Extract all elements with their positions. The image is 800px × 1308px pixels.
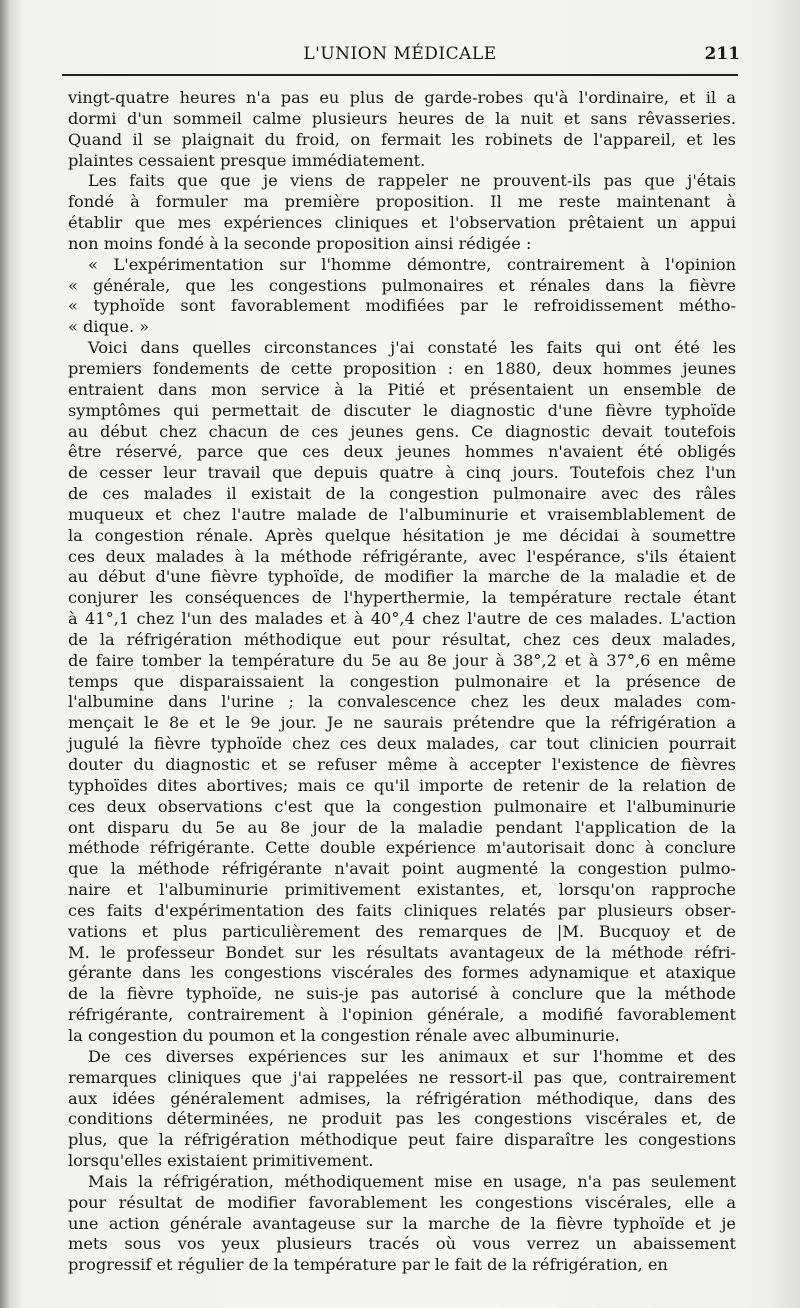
paragraph <box>68 1047 736 1172</box>
text-line: au début chez chacun de ces jeunes gens. Ce diagnostic devait toutefois <box>68 421 736 441</box>
text-line: lorsqu'elles existaient primitivement. <box>68 1151 374 1171</box>
page-number: 211 <box>704 44 740 64</box>
paragraph <box>68 338 736 1047</box>
text-line: typhoïdes dites abortives; mais ce qu'il importe de retenir de la relation de <box>68 775 736 795</box>
text-line: pour résultat de modifier favorablement les congestions viscérales, elle a <box>68 1192 736 1212</box>
text-line: vingt-quatre heures n'a pas eu plus de garde-robes qu'à l'ordinaire, et il a <box>68 88 736 107</box>
text-line: de faire tomber la température du 5e au 8e jour à 38°,2 et à 37°,6 en même <box>68 650 736 670</box>
text-line: Quand il se plaignait du froid, on fermait les robinets de l'appareil, et les <box>68 129 736 149</box>
text-line: gérante dans les congestions viscérales des formes adynamique et ataxique <box>68 963 736 983</box>
body-text <box>68 88 736 1276</box>
text-line: que la méthode réfrigérante n'avait point augmenté la congestion pulmo- <box>68 859 736 879</box>
text-line: symptômes qui permettait de discuter le diagnostic d'une fièvre typhoïde <box>68 400 736 420</box>
text-line: établir que mes expériences cliniques et l'observation prêtaient un appui <box>68 213 736 233</box>
text-line: muqueux et chez l'autre malade de l'albuminurie et vraisemblablement de <box>68 504 736 524</box>
text-line: mençait le 8e et le 9e jour. Je ne saurais prétendre que la réfrigération a <box>68 713 736 733</box>
text-line: de la réfrigération méthodique eut pour résultat, chez ces deux malades, <box>68 629 736 649</box>
text-line: une action générale avantageuse sur la marche de la fièvre typhoïde et je <box>68 1213 736 1233</box>
text-line: douter du diagnostic et se refuser même à accepter l'existence de fièvres <box>68 755 736 774</box>
text-line: fondé à formuler ma première proposition. Il me reste maintenant à <box>68 192 736 212</box>
text-line: remarques cliniques que j'ai rappelées ne ressort-il pas que, contrairement <box>68 1067 736 1087</box>
text-line: la congestion rénale. Après quelque hésitation je me décidai à soumettre <box>68 525 736 545</box>
text-line: « générale, que les congestions pulmonaires et rénales dans la fièvre <box>68 275 736 295</box>
text-line: Voici dans quelles circonstances j'ai constaté les faits qui ont été les <box>88 338 736 358</box>
text-line: aux idées généralement admises, la réfrigération méthodique, dans des <box>68 1088 736 1108</box>
text-line: conditions déterminées, ne produit pas les congestions viscérales et, de <box>68 1109 736 1129</box>
text-line: être réservé, parce que ces deux jeunes hommes n'avaient été obligés <box>68 442 736 462</box>
text-line: ces faits d'expérimentation des faits cliniques relatés par plusieurs obser- <box>68 900 736 920</box>
text-line: temps que disparaissaient la congestion pulmonaire et la présence de <box>68 671 736 691</box>
text-line: la congestion du poumon et la congestion rénale avec albuminurie. <box>68 1025 620 1045</box>
text-line: de ces malades il existait de la congestion pulmonaire avec des râles <box>68 484 736 504</box>
text-line: « dique. » <box>68 317 150 337</box>
text-line: Les faits que que je viens de rappeler ne prouvent-ils pas que j'étais <box>88 171 736 191</box>
text-line: progressif et régulier de la température par le fait de la réfrigération, en <box>68 1255 668 1275</box>
text-line: Mais la réfrigération, méthodiquement mise en usage, n'a pas seulement <box>88 1171 736 1191</box>
text-line: au début d'une fièvre typhoïde, de modifier la marche de la maladie et de <box>68 567 736 587</box>
text-line: M. le professeur Bondet sur les résultats avantageux de la méthode réfri- <box>68 942 736 962</box>
text-line: ces deux observations c'est que la congestion pulmonaire et l'albuminurie <box>68 796 736 816</box>
text-line: entraient dans mon service à la Pitié et présentaient un ensemble de <box>68 379 736 399</box>
text-line: à 41°,1 chez l'un des malades et à 40°,4 chez l'autre de ces malades. L'action <box>68 609 736 629</box>
text-line: naire et l'albuminurie primitivement existantes, et, lorsqu'on rapproche <box>68 880 736 900</box>
text-line: non moins fondé à la seconde proposition ainsi rédigée : <box>68 233 532 253</box>
text-line: méthode réfrigérante. Cette double expérience m'autorisait donc à conclure <box>68 838 736 858</box>
text-line: plaintes cessaient presque immédiatement. <box>68 150 426 170</box>
paragraph <box>68 88 736 171</box>
paragraph <box>68 171 736 254</box>
text-line: dormi d'un sommeil calme plusieurs heures de la nuit et sans rêvasseries. <box>68 108 736 128</box>
text-line: De ces diverses expériences sur les animaux et sur l'homme et des <box>88 1046 736 1066</box>
text-line: mets sous vos yeux plusieurs tracés où vous verrez un abaissement <box>68 1234 736 1254</box>
text-line: « typhoïde sont favorablement modifiées par le refroidissement métho- <box>68 296 736 316</box>
text-line: conjurer les conséquences de l'hyperthermie, la température rectale étant <box>68 588 736 608</box>
text-line: plus, que la réfrigération méthodique peut faire disparaître les congestions <box>68 1130 736 1150</box>
page-header <box>60 40 740 70</box>
text-line: « L'expérimentation sur l'homme démontre, contrairement à l'opinion <box>88 254 736 274</box>
paragraph <box>68 255 736 338</box>
text-line: premiers fondements de cette proposition : en 1880, deux hommes jeunes <box>68 358 736 378</box>
text-line: l'albumine dans l'urine ; la convalescence chez les deux malades com- <box>68 692 736 712</box>
text-line: ces deux malades à la méthode réfrigérante, avec l'espérance, s'ils étaient <box>68 546 736 566</box>
running-title: L'UNION MÉDICALE <box>303 44 497 64</box>
text-line: jugulé la fièvre typhoïde chez ces deux malades, car tout clinicien pourrait <box>68 734 736 754</box>
paragraph <box>68 1172 736 1276</box>
text-line: ont disparu du 5e au 8e jour de la maladie pendant l'application de la <box>68 817 736 837</box>
text-line: réfrigérante, contrairement à l'opinion générale, a modifié favorablement <box>68 1005 736 1025</box>
text-line: vations et plus particulièrement des remarques de |M. Bucquoy et de <box>68 921 736 941</box>
header-rule <box>62 74 738 76</box>
text-line: de la fièvre typhoïde, ne suis-je pas autorisé à conclure que la méthode <box>68 984 736 1004</box>
text-line: de cesser leur travail que depuis quatre à cinq jours. Toutefois chez l'un <box>68 463 736 483</box>
